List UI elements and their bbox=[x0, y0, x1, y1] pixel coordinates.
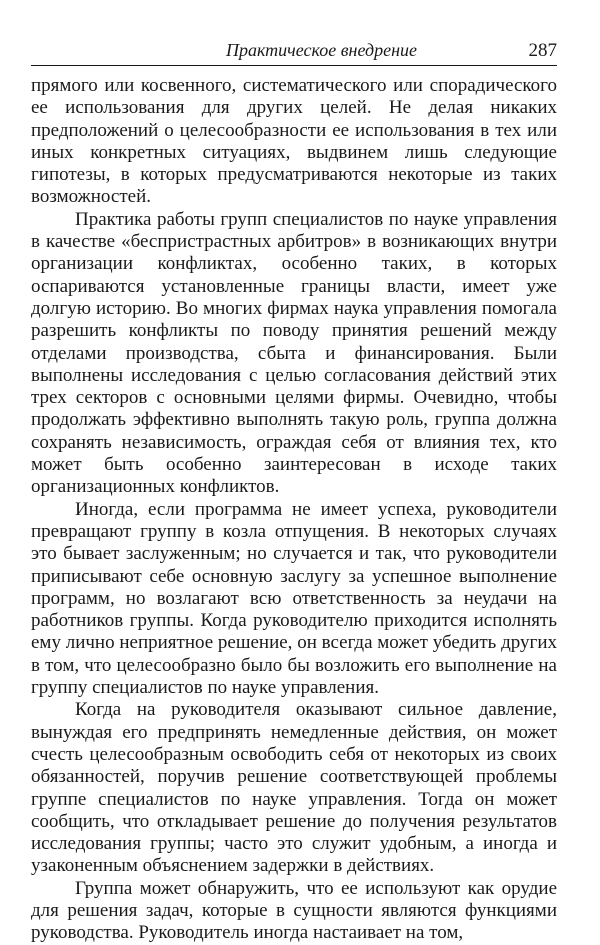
page-body bbox=[31, 75, 557, 945]
running-header bbox=[31, 40, 557, 66]
paragraph-5: Группа может обнаружить, что ее используют как орудие для решения задач, которые в сущности являются функциями руководства. Руководитель иногда настаивает на том, bbox=[31, 877, 557, 944]
paragraph-2: Практика работы групп специалистов по науке управления в качестве «беспристрастных арбитров» в возникающих внутри организации конфликтах, особенно таких, в которых оспариваются установленные границы власти, имеет уже долгую историю. Во многих фирмах наука управления помогала разрешить конфликты по поводу принятия решений между отделами производства, сбыта и финансирования. Были выполнены исследования с целью согласования действий этих трех секторов с основными целями фирмы. Очевидно, чтобы продолжать эффективно выполнять такую роль, группа должна сохранять независимость, ограждая себя от влияния тех, кто может быть особенно заинтересован в исходе таких организационных конфликтов. bbox=[31, 208, 557, 498]
paragraph-4: Когда на руководителя оказывают сильное давление, вынуждая его предпринять немедленные действия, он может счесть целесообразным освободить себя от некоторых из своих обязанностей, поручив решение соответствующей проблемы группе специалистов по науке управления. Тогда он может сообщить, что откладывает решение до получения результатов исследования группы; часто это служит удобным, а иногда и узаконенным объяснением задержки в действиях. bbox=[31, 699, 557, 877]
running-title: Практическое внедрение bbox=[226, 40, 418, 60]
paragraph-3: Иногда, если программа не имеет успеха, руководители превращают группу в козла отпущения. В некоторых случаях это бывает заслуженным; но случается и так, что руководители приписывают себе основную заслугу за успешное выполнение программ, но возлагают всю ответственность за неудачи на работников группы. Когда руководителю приходится исполнять ему лично неприятное решение, он всегда может убедить других в том, что целесообразно было бы возложить его выполнение на группу специалистов по науке управления. bbox=[31, 498, 557, 699]
page-number: 287 bbox=[528, 40, 557, 61]
paragraph-1: прямого или косвенного, систематического или спорадического ее использования для других целей. Не делая никаких предположений о целесообразности ее использования в тех или иных конкретных ситуациях, выдвинем лишь следующие гипотезы, в которых предусматриваются некоторые из таких возможностей. bbox=[31, 75, 557, 208]
